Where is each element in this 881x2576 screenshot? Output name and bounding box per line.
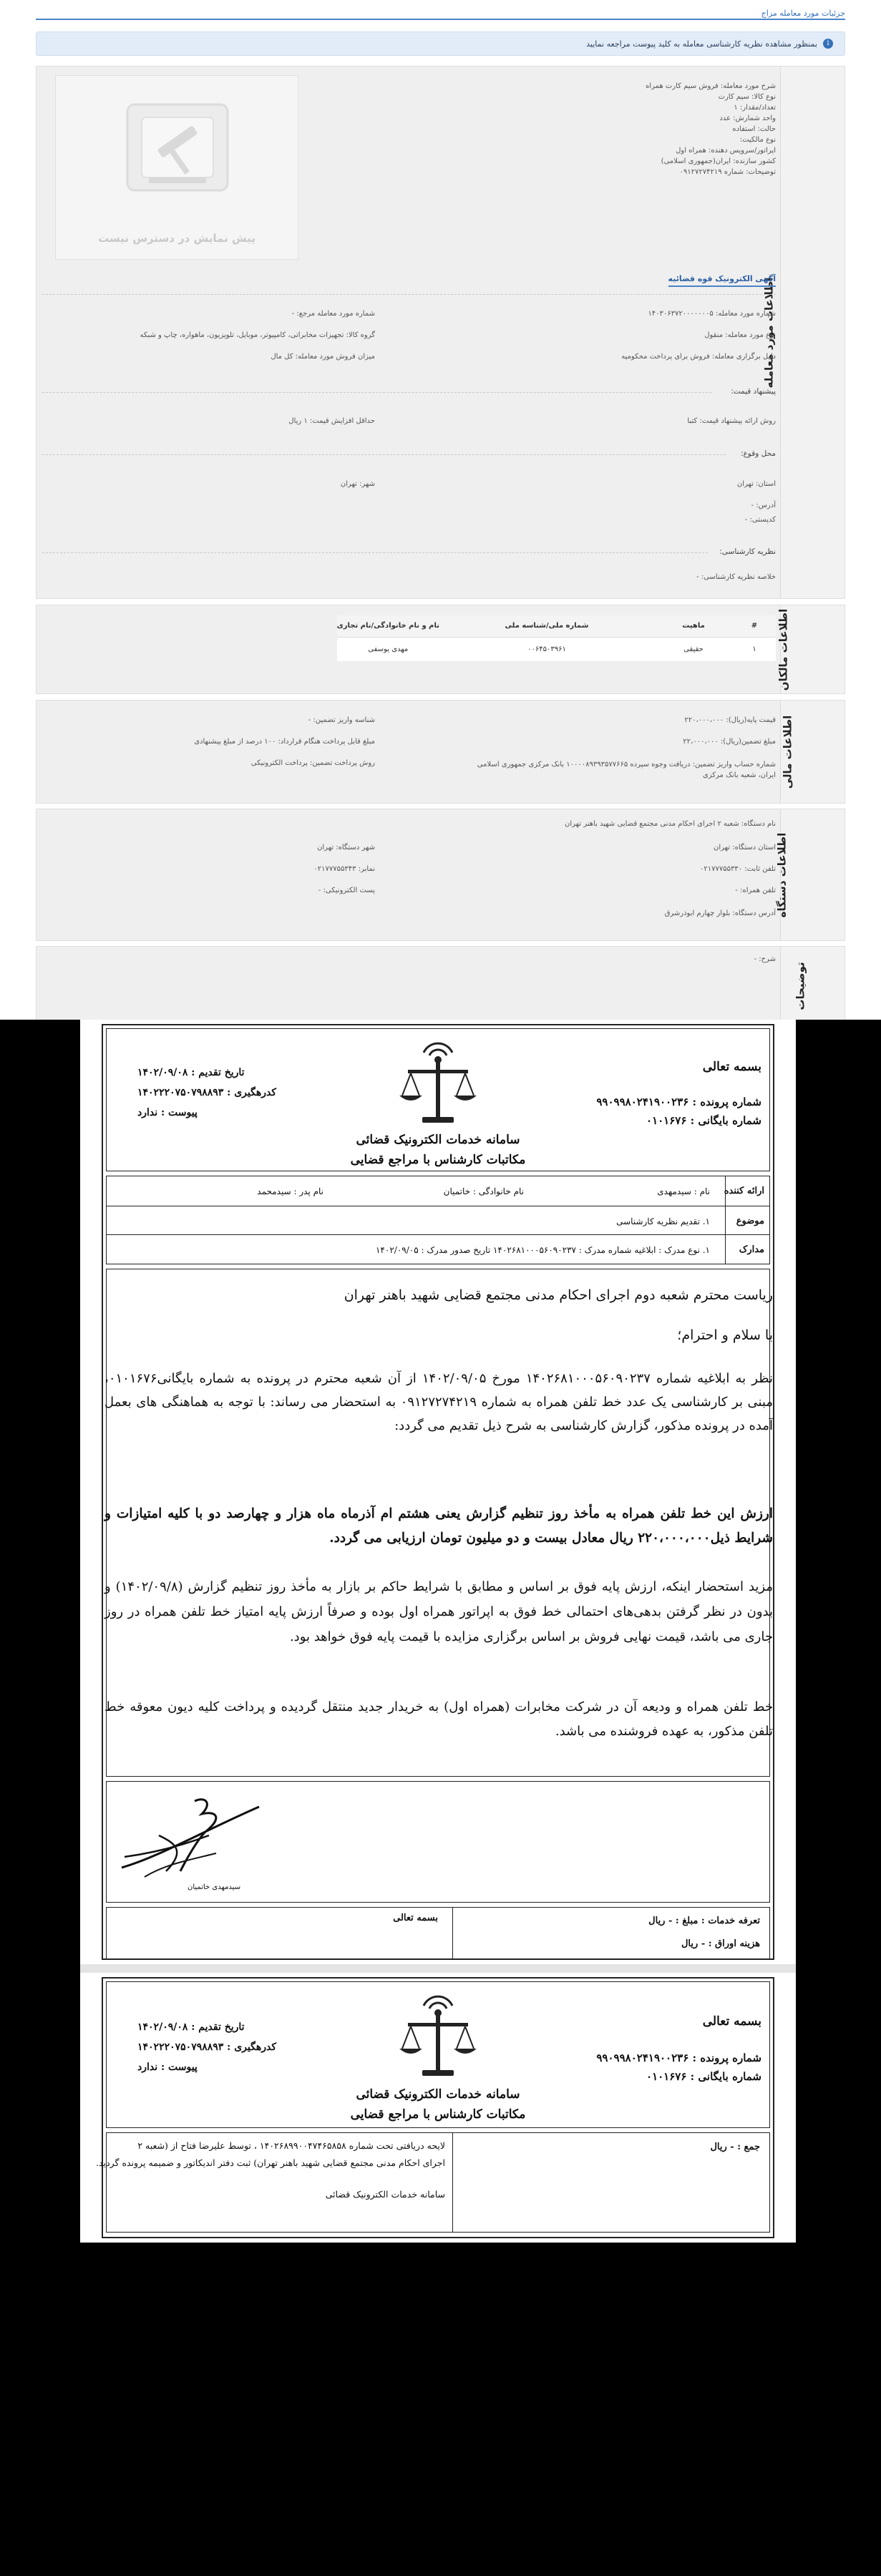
- deal-reason: دلیل برگزاری معامله: فروش برای پرداخت محکومیه: [621, 353, 776, 361]
- org-name: سامانه خدمات الکترونیک قضائی: [356, 1133, 520, 1147]
- min-increase: حداقل افزایش قیمت: ۱ ریال: [288, 417, 375, 425]
- device-section-label: اطلاعات دستگاه: [775, 832, 789, 917]
- description-text: شرح: -: [754, 955, 776, 963]
- presenter-label: ارائه کننده: [724, 1186, 764, 1196]
- receipt-divider: [452, 2132, 453, 2233]
- deal-description: [518, 81, 776, 177]
- desc-line: اپراتور/سرویس دهنده: همراه اول: [676, 147, 776, 155]
- column-header: #: [733, 615, 776, 637]
- expert-heading: نظریه کارشناسی:: [719, 547, 776, 556]
- title-underline: [36, 19, 845, 20]
- deal-section-content: [42, 67, 776, 598]
- owners-section: [36, 605, 845, 694]
- file-number: شماره پرونده : ۹۹۰۹۹۸۰۲۴۱۹۰۰۲۳۶: [596, 1096, 761, 1108]
- gavel-icon: [106, 97, 249, 205]
- desc-line: توضیحات: شماره ۰۹۱۲۷۲۷۴۲۱۹: [679, 168, 776, 176]
- receipt-org: سامانه خدمات الکترونیک قضائی: [325, 2189, 445, 2200]
- proposal-heading: پیشنهاد قیمت:: [731, 387, 776, 396]
- info-banner-text: بمنظور مشاهده نظریه کارشناسی معامله به کلید پیوست مراجعه نمایید: [586, 39, 817, 49]
- paragraph-2: ارزش این خط تلفن همراه به مأخذ روز تنظیم گزارش یعنی هشتم ام آذرماه ماه هزار و چهارصد دو با کلیه امتیازات و شرایط ذیل۲۲۰،۰۰۰،۰۰۰ ریال معادل بیست و دو میلیون تومان ارزیابی می گردد.: [104, 1506, 773, 1546]
- owners-section-side: [777, 605, 845, 693]
- table-row: [337, 637, 776, 661]
- device-section: [36, 809, 845, 941]
- location-heading: محل وقوع:: [740, 449, 776, 458]
- signature-image: [116, 1792, 266, 1878]
- description-section: [36, 946, 845, 1020]
- device-address: آدرس دستگاه: بلوار چهارم ابوذرشرق: [664, 909, 776, 917]
- finance-section-content: [42, 701, 776, 803]
- submit-date: تاریخ تقدیم : ۱۴۰۲/۰۹/۰۸: [137, 2021, 245, 2033]
- deposit-account: شماره حساب واریز تضمین: دریافت وجوه سپرده ۱۰۰۰۰۸۹۳۹۳۵۷۷۶۶۵ بانک مرکزی جمهوری اسلامی ایران، شعبه بانک مرکزی: [477, 761, 776, 779]
- column-header: شماره ملی/شناسه ملی: [439, 615, 654, 637]
- subject-text: ۱. تقدیم نظریه کارشناسی: [616, 1216, 710, 1226]
- divider: [42, 454, 726, 455]
- description-section-content: [42, 947, 776, 1020]
- postal-code: کدپستی: -: [744, 516, 776, 524]
- image-unavailable-text: پیش نمایش در دسترس نیست: [98, 232, 255, 245]
- device-city: شهر دستگاه: تهران: [317, 844, 375, 852]
- device-province: استان دستگاه: تهران: [714, 844, 776, 852]
- org-subtitle: مکاتبات کارشناس با مراجع قضایی: [350, 2107, 526, 2122]
- image-placeholder[interactable]: [55, 75, 298, 260]
- table-cell: ۱: [733, 637, 776, 661]
- page-separator: [80, 1964, 796, 1973]
- info-banner: [36, 31, 845, 56]
- divider: [42, 392, 711, 393]
- contract-payment: مبلغ قابل پرداخت هنگام قرارداد: ۱۰۰ درصد از مبلغ پیشنهادی: [194, 738, 375, 746]
- org-subtitle: مکاتبات کارشناس با مراجع قضایی: [350, 1153, 526, 1167]
- description-section-label: توضیحات: [794, 962, 807, 1010]
- goods-group: گروه کالا: تجهیزات مخابراتی، کامپیوتر، موبایل، تلویزیون، ماهواره، چاپ و شبکه: [140, 331, 375, 339]
- receipt-line-2: اجرای احکام مدنی مجتمع قضایی شهید باهنر تهران) ثبت دفتر اندیکاتور و ضمیمه پرونده گردید.: [96, 2157, 445, 2168]
- device-name: نام دستگاه: شعبه ۲ اجرای احکام مدنی مجتمع قضایی شهید باهنر تهران: [565, 820, 776, 828]
- device-mobile: تلفن همراه: -: [735, 887, 776, 894]
- description-section-side: [780, 947, 845, 1020]
- guarantee-method: روش پرداخت تضمین: پرداخت الکترونیکی: [250, 759, 375, 767]
- presenter-father: نام پدر : سیدمحمد: [257, 1186, 323, 1196]
- archive-number: شماره بایگانی : ۰۱۰۱۶۷۶: [646, 1114, 761, 1127]
- bismillah: بسمه تعالی: [702, 2014, 761, 2029]
- greeting: با سلام و احترام؛: [677, 1327, 773, 1343]
- submit-date: تاریخ تقدیم : ۱۴۰۲/۰۹/۰۸: [137, 1067, 245, 1078]
- documents-text: ۱. نوع مدرک : ابلاغیه شماره مدرک : ۱۴۰۲۶۸۱۰۰۰۵۶۰۹۰۲۳۷ تاریخ صدور مدرک : ۱۴۰۲/۰۹/۰۵: [375, 1245, 710, 1255]
- table-row-line: [106, 1234, 770, 1235]
- device-fax: نمابر: ۰۲۱۷۷۷۵۵۳۴۳: [313, 865, 375, 873]
- proposal-method: روش ارائه پیشنهاد قیمت: کتبا: [687, 417, 776, 425]
- tracking-code: کدرهگیری : ۱۴۰۲۲۲۰۷۵۰۷۹۸۸۹۳: [137, 2041, 277, 2053]
- justice-scale-icon: [395, 1990, 481, 2083]
- finance-section-side: [780, 701, 845, 803]
- letter-page-1: [80, 1020, 796, 1964]
- column-header: نام و نام خانوادگی/نام تجاری: [337, 615, 439, 637]
- desc-line: شرح مورد معامله: فروش سیم کارت همراه: [646, 82, 776, 90]
- desc-line: حالت: استفاده: [732, 125, 776, 133]
- deal-number: شماره مورد معامله: ۱۴۰۳۰۶۳۷۲۰۰۰۰۰۰۰۵: [648, 310, 776, 318]
- org-name: سامانه خدمات الکترونیک قضائی: [356, 2087, 520, 2102]
- divider: [42, 552, 708, 553]
- device-section-content: [42, 809, 776, 940]
- justice-scale-icon: [395, 1037, 481, 1130]
- paragraph-4: خط تلفن همراه و ودیعه آن در شرکت مخابرات (همراه اول) به خریدار جدید منتقل گردیده و پرداخت کلیه دیون معوقه خط تلفن مذکور، به عهده فروشنده می باشد.: [104, 1699, 773, 1739]
- presenter-family: نام خانوادگی : خاتمیان: [443, 1186, 524, 1196]
- letter-page-2: [80, 1973, 796, 2243]
- attachment: پیوست : ندارد: [137, 2062, 198, 2073]
- addressee: ریاست محترم شعبه دوم اجرای احکام مدنی مجتمع قضایی شهید باهنر تهران: [344, 1287, 773, 1303]
- owners-table: [337, 615, 776, 662]
- attachment: پیوست : ندارد: [137, 1107, 198, 1118]
- info-icon: i: [823, 39, 833, 49]
- paragraph-3: مزید استحضار اینکه، ارزش پایه فوق بر اساس و مطابق با شرایط حاکم بر بازار به مأخذ روز تنظیم گزارش (۱۴۰۲/۰۹/۸) و بدون در نظر گرفتن بدهی‌های احتمالی خط فوق به اپراتور همراه اول بوده و صرفاً ارزش پایه امتیاز خط تلفن همراه در روز جاری می باشد، قیمت نهایی فروش بر اساس برگزاری مزایده با قیمت پایه فوق خواهد بود.: [104, 1579, 773, 1644]
- guarantee-amount: مبلغ تضمین(ریال): ۲۲،۰۰۰،۰۰۰: [683, 738, 776, 746]
- device-email: پست الکترونیکی: -: [318, 887, 375, 894]
- tracking-code: کدرهگیری : ۱۴۰۲۲۲۰۷۵۰۷۹۸۸۹۳: [137, 1087, 277, 1098]
- finance-section-label: اطلاعات مالی: [781, 715, 794, 789]
- paper-cost: هزینه اوراق : - ریال: [681, 1938, 760, 1949]
- table-cell: مهدی یوسفی: [337, 637, 439, 661]
- device-section-side: [775, 809, 845, 940]
- file-number: شماره پرونده : ۹۹۰۹۹۸۰۲۴۱۹۰۰۲۳۶: [596, 2051, 761, 2064]
- deal-type: نوع مورد معامله: منقول: [704, 331, 776, 339]
- desc-line: واحد شمارش: عدد: [719, 114, 776, 122]
- documents-label: مدارک: [739, 1244, 764, 1255]
- ad-link[interactable]: آگهی الکترونیک قوه قضائیه: [668, 274, 776, 287]
- archive-number: شماره بایگانی : ۰۱۰۱۶۷۶: [646, 2070, 761, 2083]
- table-cell: ۰۰۶۴۵۰۳۹۶۱: [439, 637, 654, 661]
- device-phone: تلفن ثابت: ۰۲۱۷۷۷۵۵۳۳۰: [699, 865, 776, 873]
- table-cell: حقیقی: [654, 637, 733, 661]
- table-header-row: [337, 615, 776, 637]
- deal-section: [36, 66, 845, 599]
- page-title: جزئیات مورد معامله مزاج: [761, 9, 845, 18]
- presenter-name: نام : سیدمهدی: [657, 1186, 710, 1196]
- divider: [42, 294, 776, 295]
- reference-deal-number: شماره مورد معامله مرجع: -: [291, 310, 375, 318]
- address: آدرس: -: [751, 502, 776, 509]
- receipt-line-1: لایحه دریافتی تحت شماره ۱۴۰۲۶۸۹۹۰۰۴۷۴۶۵۸۵۸ ، توسط علیرضا فتاح از (شعبه ۲: [137, 2140, 445, 2151]
- subject-label: موضوع: [736, 1216, 764, 1226]
- province: استان: تهران: [736, 480, 776, 488]
- desc-line: تعداد/مقدار: ۱: [734, 104, 776, 112]
- total-amount: جمع : - ریال: [710, 2142, 760, 2152]
- bismillah-small: بسمه تعالی: [393, 1913, 438, 1923]
- deposit-id: شناسه واریز تضمین: -: [308, 716, 375, 724]
- desc-line: نوع مالکیت:: [739, 136, 776, 144]
- deal-section-label: اطلاعات مورد معامله: [762, 277, 776, 388]
- signer-name: سیدمهدی خاتمیان: [188, 1883, 241, 1891]
- bismillah: بسمه تعالی: [702, 1060, 761, 1074]
- web-page: [0, 0, 881, 1020]
- sale-share: میزان فروش مورد معامله: کل مال: [271, 353, 375, 361]
- finance-section: [36, 700, 845, 804]
- desc-line: نوع کالا: سیم کارت: [718, 93, 776, 101]
- column-header: ماهیت: [654, 615, 733, 637]
- owners-section-content: [42, 605, 776, 693]
- desc-line: کشور سازنده: ایران(جمهوری اسلامی): [661, 157, 776, 165]
- base-price: قیمت پایه(ریال): ۲۲۰،۰۰۰،۰۰۰: [684, 716, 776, 724]
- city: شهر: تهران: [340, 480, 375, 488]
- owners-section-label: اطلاعات مالکان: [777, 608, 790, 691]
- expert-summary: خلاصه نظریه کارشناسی: -: [696, 573, 776, 581]
- paragraph-1: نظر به ابلاغیه شماره ۱۴۰۲۶۸۱۰۰۰۵۶۰۹۰۲۳۷ مورخ ۱۴۰۲/۰۹/۰۵ از آن شعبه محترم در پرونده به شماره بایگانی۰۱۰۱۶۷۶، مبنی بر کارشناسی یک عدد خط تلفن همراه به شماره ۰۹۱۲۷۲۷۴۲۱۹ به استحضار می رساند: با توجه به هماهنگی های بعمل آمده در پرونده مذکور، گزارش کارشناسی به شرح ذیل تقدیم می گردد:: [104, 1371, 774, 1433]
- fees-divider: [452, 1907, 453, 1960]
- fee-amount: تعرفه خدمات : مبلغ : - ریال: [648, 1916, 760, 1926]
